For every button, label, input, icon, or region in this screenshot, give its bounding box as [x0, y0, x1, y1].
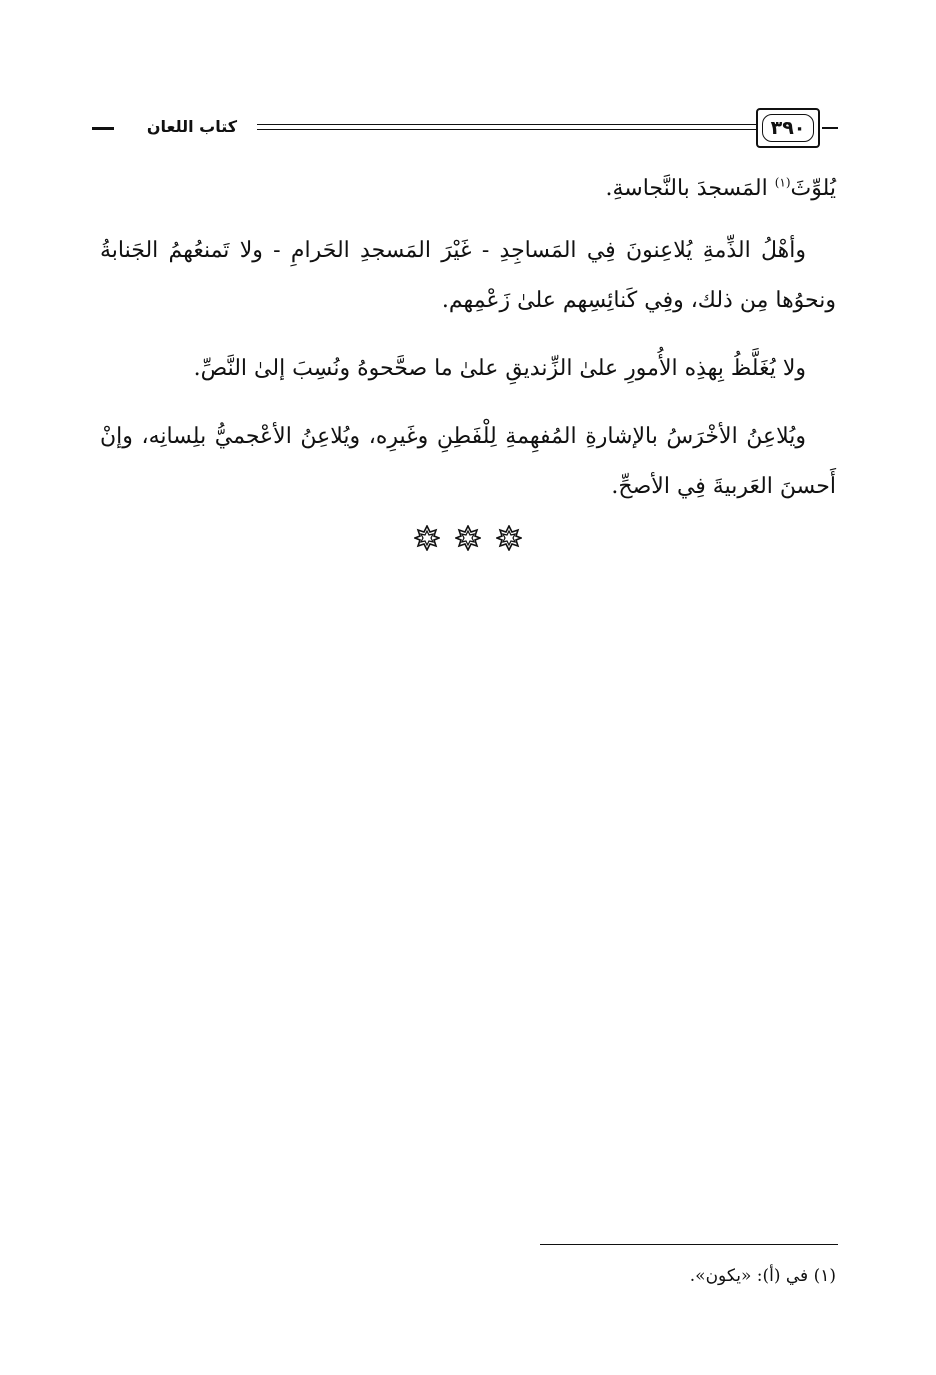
footnote-separator	[540, 1244, 838, 1245]
ornament-icon	[496, 525, 522, 551]
section-end-ornaments	[0, 525, 936, 555]
header-rule-right	[822, 127, 838, 129]
chapter-title: كتاب اللعان	[146, 117, 238, 136]
ornament-icon	[455, 525, 481, 551]
header-rule-left	[92, 127, 114, 130]
paragraph-4: ويُلاعِنُ الأخْرَسُ بالإشارةِ المُفهِمةِ لِلْفَطِنِ وغَيرِه، ويُلاعِنُ الأعْجميُّ بلِسانِه، وإنْ أَحسنَ العَربيةَ فِي الأصحِّ.	[100, 424, 836, 499]
header-double-rule	[257, 124, 757, 130]
page-number: ٣٩٠	[770, 117, 806, 139]
footnote: (١) في (أ): «يكون».	[689, 1266, 836, 1286]
paragraph-1-end: المَسجدَ بالنَّجاسةِ.	[605, 176, 775, 201]
page-number-frame	[756, 108, 820, 148]
footnote-reference[interactable]: (١)	[774, 175, 791, 190]
main-text	[100, 164, 836, 530]
ornament-icon	[414, 525, 440, 551]
paragraph-1	[100, 164, 836, 214]
page-header	[92, 108, 838, 154]
paragraph-2: وأهْلُ الذِّمةِ يُلاعِنونَ فِي المَساجِدِ - غَيْرَ المَسجدِ الحَرامِ - ولا تَمنعُهمُ الجَنابةُ ونحوُها مِن ذلك، وفِي كَنائِسِهم علىٰ زَعْمِهم.	[100, 238, 836, 313]
paragraph-1-start: يُلوِّثَ	[790, 176, 836, 201]
paragraph-3: ولا يُغَلَّظُ بِهذِه الأُمورِ علىٰ الزِّنديقِ علىٰ ما صحَّحوهُ ونُسِبَ إلىٰ النَّصِّ.	[193, 356, 806, 381]
